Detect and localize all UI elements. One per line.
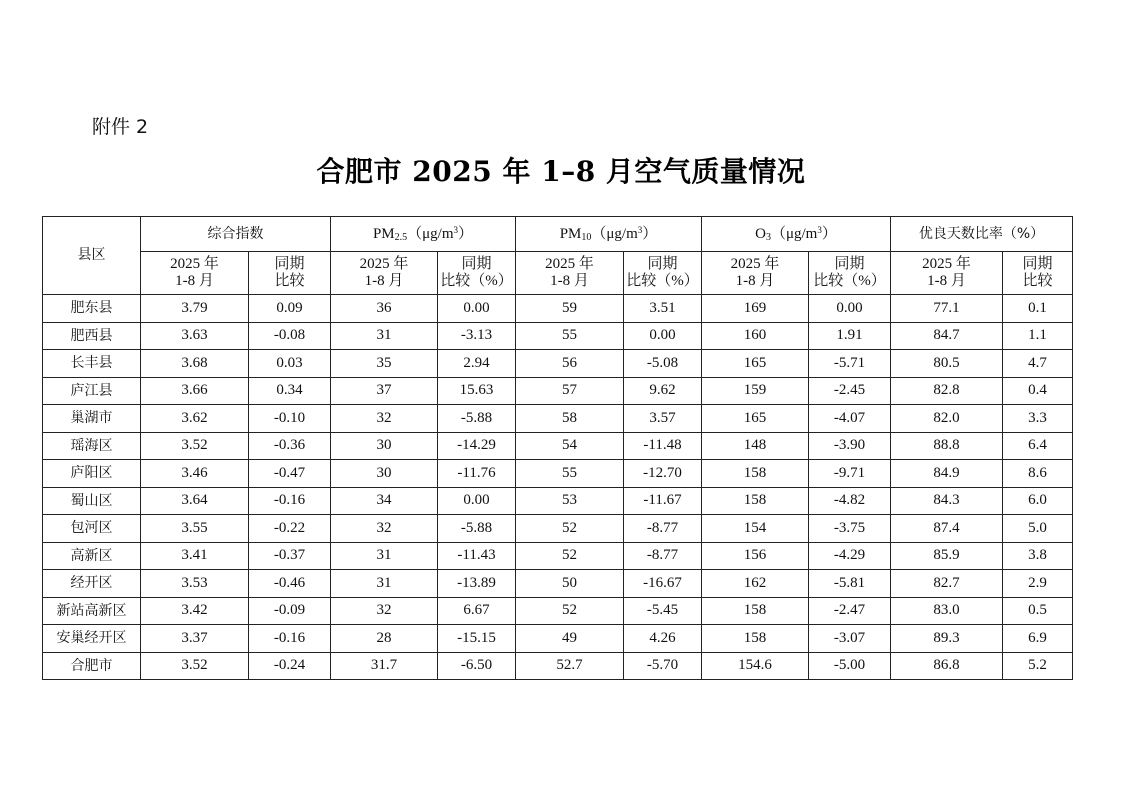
value-cell: 158 (702, 625, 809, 653)
region-cell: 经开区 (43, 570, 141, 598)
value-cell: 3.41 (141, 542, 249, 570)
value-cell: -12.70 (624, 460, 702, 488)
value-cell: -5.81 (809, 570, 891, 598)
group-header-o3: $O_3(\mu g/m^3)$ (702, 217, 891, 252)
value-cell: -5.71 (809, 350, 891, 378)
value-cell: -4.82 (809, 487, 891, 515)
subheader-period: 2025 年 1-8 月 (331, 252, 438, 295)
value-cell: -5.70 (624, 652, 702, 680)
value-cell: 0.1 (1003, 295, 1073, 323)
value-cell: 32 (331, 405, 438, 433)
value-cell: 0.4 (1003, 377, 1073, 405)
value-cell: 77.1 (891, 295, 1003, 323)
value-cell: -16.67 (624, 570, 702, 598)
value-cell: 0.00 (809, 295, 891, 323)
table-row (43, 377, 1073, 405)
value-cell: 32 (331, 597, 438, 625)
value-cell: 3.53 (141, 570, 249, 598)
value-cell: -3.75 (809, 515, 891, 543)
value-cell: 6.0 (1003, 487, 1073, 515)
page-title: 合肥市 2025 年 1–8 月空气质量情况 (316, 155, 806, 188)
value-cell: 89.3 (891, 625, 1003, 653)
region-cell: 蜀山区 (43, 487, 141, 515)
value-cell: 87.4 (891, 515, 1003, 543)
value-cell: -0.24 (249, 652, 331, 680)
value-cell: 160 (702, 322, 809, 350)
value-cell: 4.26 (624, 625, 702, 653)
value-cell: 52 (516, 515, 624, 543)
table-row (43, 350, 1073, 378)
value-cell: 15.63 (438, 377, 516, 405)
value-cell: -11.67 (624, 487, 702, 515)
table-row (43, 542, 1073, 570)
value-cell: 148 (702, 432, 809, 460)
value-cell: 6.67 (438, 597, 516, 625)
value-cell: 158 (702, 460, 809, 488)
region-cell: 高新区 (43, 542, 141, 570)
subheader-compare: 同期 比较 (249, 252, 331, 295)
table-row (43, 460, 1073, 488)
subheader-compare-pct: 同期 比较（%） (809, 252, 891, 295)
value-cell: 165 (702, 405, 809, 433)
region-cell: 安巢经开区 (43, 625, 141, 653)
value-cell: -5.88 (438, 405, 516, 433)
value-cell: 4.7 (1003, 350, 1073, 378)
subheader-period: 2025 年 1-8 月 (891, 252, 1003, 295)
value-cell: 5.0 (1003, 515, 1073, 543)
region-cell: 巢湖市 (43, 405, 141, 433)
table-row (43, 487, 1073, 515)
value-cell: 59 (516, 295, 624, 323)
value-cell: -3.13 (438, 322, 516, 350)
value-cell: 154.6 (702, 652, 809, 680)
air-quality-table (42, 216, 1073, 680)
value-cell: 3.52 (141, 652, 249, 680)
table-row (43, 652, 1073, 680)
value-cell: -2.45 (809, 377, 891, 405)
value-cell: -13.89 (438, 570, 516, 598)
value-cell: -11.76 (438, 460, 516, 488)
value-cell: 0.00 (438, 487, 516, 515)
value-cell: -0.37 (249, 542, 331, 570)
value-cell: -0.47 (249, 460, 331, 488)
value-cell: 54 (516, 432, 624, 460)
region-cell: 庐阳区 (43, 460, 141, 488)
table-row (43, 322, 1073, 350)
table-row (43, 405, 1073, 433)
value-cell: -15.15 (438, 625, 516, 653)
region-cell: 包河区 (43, 515, 141, 543)
value-cell: 1.91 (809, 322, 891, 350)
group-header-good-days-ratio: 优良天数比率（%） (891, 217, 1073, 252)
value-cell: 3.64 (141, 487, 249, 515)
value-cell: -0.22 (249, 515, 331, 543)
subheader-compare-pct: 同期 比较（%） (624, 252, 702, 295)
value-cell: 82.8 (891, 377, 1003, 405)
region-cell: 瑶海区 (43, 432, 141, 460)
region-cell: 肥东县 (43, 295, 141, 323)
value-cell: 82.0 (891, 405, 1003, 433)
value-cell: -3.90 (809, 432, 891, 460)
value-cell: -0.36 (249, 432, 331, 460)
table-row (43, 295, 1073, 323)
value-cell: 159 (702, 377, 809, 405)
value-cell: 154 (702, 515, 809, 543)
table-row (43, 570, 1073, 598)
value-cell: 2.94 (438, 350, 516, 378)
value-cell: 31.7 (331, 652, 438, 680)
value-cell: 52 (516, 597, 624, 625)
value-cell: 34 (331, 487, 438, 515)
region-header: 县区 (43, 217, 141, 295)
value-cell: 0.34 (249, 377, 331, 405)
value-cell: -14.29 (438, 432, 516, 460)
value-cell: -4.29 (809, 542, 891, 570)
value-cell: 83.0 (891, 597, 1003, 625)
value-cell: 0.09 (249, 295, 331, 323)
table-body (43, 295, 1073, 680)
value-cell: 55 (516, 322, 624, 350)
attachment-label: 附件 2 (92, 116, 149, 138)
table-row (43, 515, 1073, 543)
value-cell: 8.6 (1003, 460, 1073, 488)
value-cell: 35 (331, 350, 438, 378)
value-cell: 3.37 (141, 625, 249, 653)
value-cell: 162 (702, 570, 809, 598)
value-cell: 3.42 (141, 597, 249, 625)
value-cell: -0.09 (249, 597, 331, 625)
value-cell: -11.43 (438, 542, 516, 570)
value-cell: 1.1 (1003, 322, 1073, 350)
value-cell: 85.9 (891, 542, 1003, 570)
value-cell: 0.5 (1003, 597, 1073, 625)
value-cell: 30 (331, 432, 438, 460)
value-cell: 84.9 (891, 460, 1003, 488)
value-cell: 30 (331, 460, 438, 488)
value-cell: -0.08 (249, 322, 331, 350)
value-cell: -5.88 (438, 515, 516, 543)
value-cell: -8.77 (624, 515, 702, 543)
value-cell: 158 (702, 597, 809, 625)
subheader-compare: 同期 比较 (1003, 252, 1073, 295)
group-header-pm25: $PM_{2.5}(\mu g/m^3)$ (331, 217, 516, 252)
value-cell: 3.62 (141, 405, 249, 433)
value-cell: 3.55 (141, 515, 249, 543)
region-cell: 长丰县 (43, 350, 141, 378)
value-cell: -2.47 (809, 597, 891, 625)
value-cell: 0.00 (624, 322, 702, 350)
value-cell: -6.50 (438, 652, 516, 680)
value-cell: 3.52 (141, 432, 249, 460)
value-cell: 52 (516, 542, 624, 570)
value-cell: -9.71 (809, 460, 891, 488)
value-cell: 84.3 (891, 487, 1003, 515)
value-cell: 2.9 (1003, 570, 1073, 598)
value-cell: 86.8 (891, 652, 1003, 680)
value-cell: 3.79 (141, 295, 249, 323)
table-row (43, 625, 1073, 653)
region-cell: 新站高新区 (43, 597, 141, 625)
value-cell: 31 (331, 542, 438, 570)
value-cell: 3.57 (624, 405, 702, 433)
value-cell: 9.62 (624, 377, 702, 405)
value-cell: -5.00 (809, 652, 891, 680)
value-cell: 156 (702, 542, 809, 570)
value-cell: 88.8 (891, 432, 1003, 460)
group-header-pm10: $PM_{10}(\mu g/m^3)$ (516, 217, 702, 252)
value-cell: 56 (516, 350, 624, 378)
value-cell: 80.5 (891, 350, 1003, 378)
value-cell: 3.8 (1003, 542, 1073, 570)
value-cell: 37 (331, 377, 438, 405)
value-cell: 3.51 (624, 295, 702, 323)
value-cell: 57 (516, 377, 624, 405)
value-cell: 3.66 (141, 377, 249, 405)
subheader-compare-pct: 同期 比较（%） (438, 252, 516, 295)
value-cell: 6.9 (1003, 625, 1073, 653)
value-cell: -11.48 (624, 432, 702, 460)
value-cell: -0.16 (249, 487, 331, 515)
value-cell: -5.08 (624, 350, 702, 378)
value-cell: 28 (331, 625, 438, 653)
subheader-period: 2025 年 1-8 月 (702, 252, 809, 295)
value-cell: 32 (331, 515, 438, 543)
subheader-period: 2025 年 1-8 月 (141, 252, 249, 295)
value-cell: 5.2 (1003, 652, 1073, 680)
value-cell: -5.45 (624, 597, 702, 625)
value-cell: 3.68 (141, 350, 249, 378)
value-cell: -0.10 (249, 405, 331, 433)
value-cell: 84.7 (891, 322, 1003, 350)
value-cell: 3.46 (141, 460, 249, 488)
subheader-period: 2025 年 1-8 月 (516, 252, 624, 295)
value-cell: -0.46 (249, 570, 331, 598)
value-cell: 49 (516, 625, 624, 653)
region-cell: 合肥市 (43, 652, 141, 680)
value-cell: 53 (516, 487, 624, 515)
value-cell: 0.00 (438, 295, 516, 323)
value-cell: -0.16 (249, 625, 331, 653)
value-cell: 165 (702, 350, 809, 378)
value-cell: 169 (702, 295, 809, 323)
value-cell: -3.07 (809, 625, 891, 653)
region-cell: 庐江县 (43, 377, 141, 405)
value-cell: -4.07 (809, 405, 891, 433)
group-header-composite-index: 综合指数 (141, 217, 331, 252)
value-cell: 58 (516, 405, 624, 433)
value-cell: 50 (516, 570, 624, 598)
value-cell: 55 (516, 460, 624, 488)
table-row (43, 432, 1073, 460)
value-cell: 31 (331, 570, 438, 598)
value-cell: 36 (331, 295, 438, 323)
value-cell: 6.4 (1003, 432, 1073, 460)
value-cell: 158 (702, 487, 809, 515)
value-cell: 52.7 (516, 652, 624, 680)
value-cell: 3.63 (141, 322, 249, 350)
value-cell: 31 (331, 322, 438, 350)
region-cell: 肥西县 (43, 322, 141, 350)
value-cell: 3.3 (1003, 405, 1073, 433)
value-cell: -8.77 (624, 542, 702, 570)
value-cell: 82.7 (891, 570, 1003, 598)
table-row (43, 597, 1073, 625)
value-cell: 0.03 (249, 350, 331, 378)
